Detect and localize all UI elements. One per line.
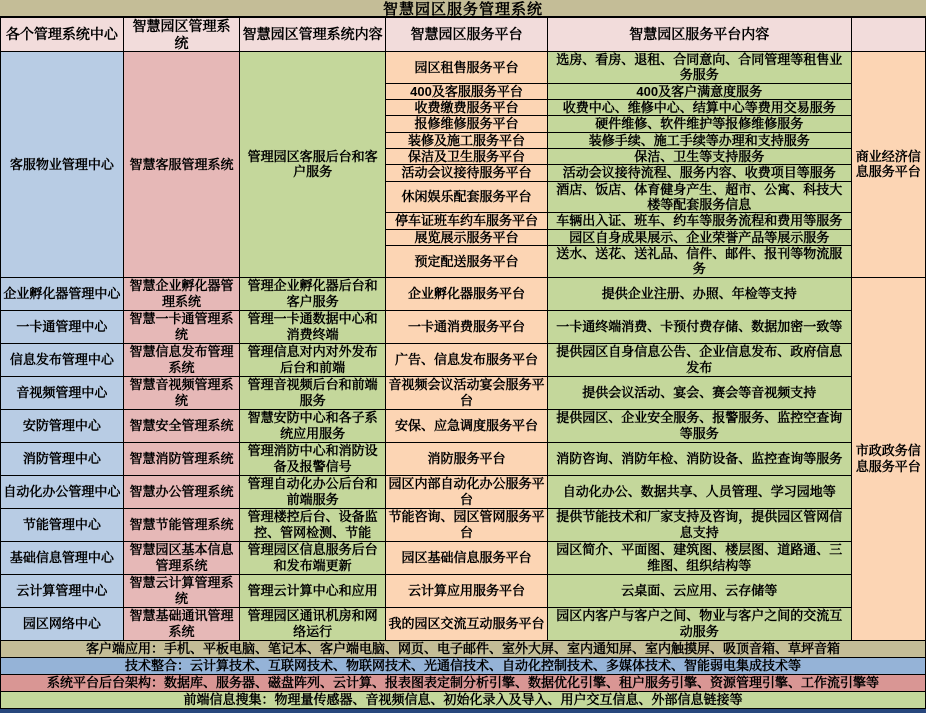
platform-content-cell: 园区简介、平面图、建筑图、楼层图、道路通、三维图、组织结构等 [547,541,851,574]
header-row [1,17,926,52]
table-row [1,409,926,442]
right-span-cell-business: 商业经济信息服务平台 [851,52,925,278]
platform-cell: 活动会议接待服务平台 [386,165,548,181]
center-cell: 节能管理中心 [1,508,124,541]
center-cell: 自动化办公管理中心 [1,475,124,508]
platform-cell: 安保、应急调度服务平台 [386,409,548,442]
system-content-cell: 管理园区客服后台和客户服务 [240,52,386,278]
center-cell: 企业孵化器管理中心 [1,277,124,310]
center-cell: 消防管理中心 [1,442,124,475]
system-content-cell: 管理信息对内对外发布后台和前端 [240,343,386,376]
system-content-cell: 管理音视频后台和前端服务 [240,376,386,409]
table-row [1,607,926,640]
header-center: 各个管理系统中心 [1,17,124,52]
system-cell: 智慧消防管理系统 [123,442,240,475]
platform-cell: 预定配送服务平台 [386,245,548,277]
system-content-cell: 管理楼控后台、设备监控、管网检测、节能 [240,508,386,541]
system-cell: 智慧云计算管理系统 [123,574,240,607]
platform-cell: 企业孵化器服务平台 [386,277,548,310]
platform-cell: 保洁及卫生服务平台 [386,149,548,165]
system-cell: 智慧一卡通管理系统 [123,310,240,343]
platform-content-cell: 装修手续、施工手续等办理和支持服务 [547,132,851,148]
platform-content-cell: 送水、送花、送礼品、信件、邮件、报刊等物流服务 [547,245,851,277]
platform-content-cell: 自动化办公、数据共享、人员管理、学习园地等 [547,475,851,508]
system-cell: 智慧节能管理系统 [123,508,240,541]
platform-cell: 园区租售服务平台 [386,52,548,84]
platform-content-cell: 活动会议接待流程、服务内容、收费项目等服务 [547,165,851,181]
platform-content-cell: 园区内客户与客户之间、物业与客户之间的交流互动服务 [547,607,851,640]
footer-row-client [1,640,926,657]
platform-content-cell: 一卡通终端消费、卡预付费存储、数据加密一致等 [547,310,851,343]
system-cell: 智慧办公管理系统 [123,475,240,508]
system-cell: 智慧安全管理系统 [123,409,240,442]
system-cell: 智慧基础通讯管理系统 [123,607,240,640]
page-title: 智慧园区服务管理系统 [382,0,543,18]
platform-content-cell: 园区自身成果展示、企业荣誉产品等展示服务 [547,229,851,245]
footer-client-apps: 客户端应用：手机、平板电脑、笔记本、客户端电脑、网页、电子邮件、室外大屏、室内通知屏、室内触摸屏、吸顶音箱、草坪音箱 [1,640,926,657]
platform-content-cell: 酒店、饭店、体育健身产生、超市、公寓、科技大楼等配套服务信息 [547,181,851,213]
table-row [1,475,926,508]
header-system-content: 智慧园区管理系统内容 [240,17,386,52]
footer-frontend-collection: 前端信息搜集：物理量传感器、音视频信息、初始化录入及导入、用户交互信息、外部信息链接等 [1,691,926,708]
platform-content-cell: 硬件维修、软件维护等报修维修服务 [547,116,851,132]
platform-cell: 广告、信息发布服务平台 [386,343,548,376]
footer-row-frontend [1,691,926,708]
center-cell: 音视频管理中心 [1,376,124,409]
system-cell: 智慧客服管理系统 [123,52,240,278]
platform-content-cell: 云桌面、云应用、云存储等 [547,574,851,607]
system-cell: 智慧音视频管理系统 [123,376,240,409]
center-cell: 园区网络中心 [1,607,124,640]
platform-cell: 云计算应用服务平台 [386,574,548,607]
platform-cell: 展览展示服务平台 [386,229,548,245]
platform-content-cell: 消防咨询、消防年检、消防设备、监控查询等服务 [547,442,851,475]
header-system: 智慧园区管理系统 [123,17,240,52]
system-cell: 智慧企业孵化器管理系统 [123,277,240,310]
platform-cell: 一卡通消费服务平台 [386,310,548,343]
platform-cell: 报修维修服务平台 [386,116,548,132]
footer-row-tech [1,657,926,674]
system-content-cell: 管理云计算中心和应用 [240,574,386,607]
table-row [1,442,926,475]
table-row [1,52,926,84]
platform-content-cell: 提供园区自身信息公告、企业信息发布、政府信息发布 [547,343,851,376]
system-content-cell: 管理自动化办公后台和前端服务 [240,475,386,508]
center-cell: 安防管理中心 [1,409,124,442]
system-cell: 智慧信息发布管理系统 [123,343,240,376]
platform-cell: 400及客服服务平台 [386,83,548,99]
table-row [1,343,926,376]
platform-cell: 装修及施工服务平台 [386,132,548,148]
window-bottom-edge [0,709,926,713]
platform-cell: 收费缴费服务平台 [386,100,548,116]
table-row [1,277,926,310]
platform-content-cell: 车辆出入证、班车、约车等服务流程和费用等服务 [547,213,851,229]
platform-content-cell: 保洁、卫生等支持服务 [547,149,851,165]
system-content-cell: 管理消防中心和消防设备及报警信号 [240,442,386,475]
center-cell: 基础信息管理中心 [1,541,124,574]
platform-content-cell: 提供园区、企业安全服务、报警服务、监控空查询等服务 [547,409,851,442]
right-span-cell-municipal: 市政政务信息服务平台 [851,277,925,640]
smart-park-table [0,16,926,709]
center-cell: 云计算管理中心 [1,574,124,607]
platform-cell: 音视频会议活动宴会服务平台 [386,376,548,409]
platform-content-cell: 提供会议活动、宴会、赛会等音视频支持 [547,376,851,409]
system-content-cell: 管理园区信息服务后台和发布端更新 [240,541,386,574]
platform-content-cell: 选房、看房、退租、合同意向、合同管理等租售业务服务 [547,52,851,84]
header-platform: 智慧园区服务平台 [386,17,548,52]
platform-cell: 节能咨询、园区管网服务平台 [386,508,548,541]
system-cell: 智慧园区基本信息管理系统 [123,541,240,574]
footer-tech-integration: 技术整合：云计算技术、互联网技术、物联网技术、光通信技术、自动化控制技术、多媒体技术、智能弱电集成技术等 [1,657,926,674]
system-content-cell: 智慧安防中心和各子系统应用服务 [240,409,386,442]
table-row [1,541,926,574]
header-platform-content: 智慧园区服务平台内容 [547,17,851,52]
platform-cell: 园区内部自动化办公服务平台 [386,475,548,508]
platform-cell: 休闲娱乐配套服务平台 [386,181,548,213]
table-row [1,310,926,343]
table-row [1,574,926,607]
table-row [1,376,926,409]
platform-cell: 园区基础信息服务平台 [386,541,548,574]
platform-content-cell: 提供企业注册、办照、年检等支持 [547,277,851,310]
platform-cell: 我的园区交流互动服务平台 [386,607,548,640]
center-cell: 一卡通管理中心 [1,310,124,343]
platform-content-cell: 400及客户满意度服务 [547,83,851,99]
platform-cell: 消防服务平台 [386,442,548,475]
footer-backend-architecture: 系统平台后台架构：数据库、服务器、磁盘阵列、云计算、报表图表定制分析引擎、数据优化引擎、租户服务引擎、资源管理引擎、工作流引擎等 [1,674,926,691]
footer-row-architecture [1,674,926,691]
system-content-cell: 管理园区通讯机房和网络运行 [240,607,386,640]
header-right-empty [851,17,925,52]
system-content-cell: 管理企业孵化器后台和客户服务 [240,277,386,310]
platform-content-cell: 收费中心、维修中心、结算中心等费用交易服务 [547,100,851,116]
platform-content-cell: 提供节能技术和厂家支持及咨询，提供园区管网信息支持 [547,508,851,541]
platform-cell: 停车证班车约车服务平台 [386,213,548,229]
center-cell: 信息发布管理中心 [1,343,124,376]
system-content-cell: 管理一卡通数据中心和消费终端 [240,310,386,343]
center-cell: 客服物业管理中心 [1,52,124,278]
table-row [1,508,926,541]
